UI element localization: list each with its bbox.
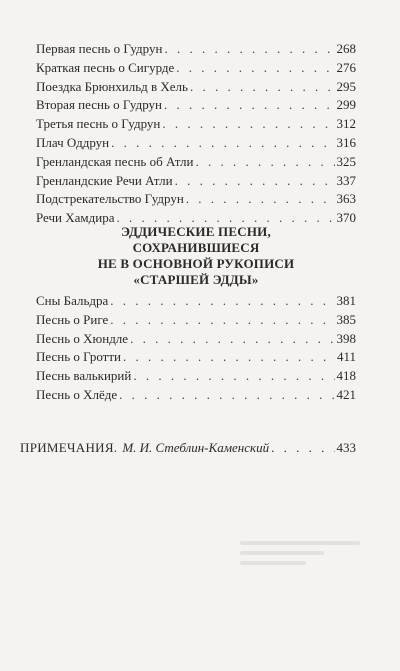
toc-entry: [36, 386, 356, 405]
dot-leader: [175, 172, 335, 191]
toc-entry: [36, 115, 356, 134]
section-heading-line: «СТАРШЕЙ ЭДДЫ»: [133, 272, 259, 287]
toc-entry: [36, 311, 356, 330]
toc-entry: [36, 40, 356, 59]
section-heading-line: СОХРАНИВШИЕСЯ: [132, 240, 260, 255]
dot-leader: [133, 367, 334, 386]
toc-entry-page: 398: [336, 330, 356, 346]
smudge-line: [240, 561, 306, 565]
dot-leader: [162, 115, 334, 134]
notes-label: ПРИМЕЧАНИЯ.: [20, 440, 118, 455]
toc-extra-list: [36, 292, 356, 405]
toc-entry-title: Третья песнь о Гудрун: [36, 116, 161, 132]
dot-leader: [164, 96, 335, 115]
section-heading-line: НЕ В ОСНОВНОЙ РУКОПИСИ: [97, 256, 295, 271]
toc-entry-page: 268: [336, 41, 356, 56]
toc-entry-page: 370: [336, 210, 356, 226]
toc-entry-page: 325: [336, 153, 356, 169]
toc-entry-page: 276: [336, 59, 356, 75]
toc-entry-title: Гренландские Речи Атли: [36, 172, 173, 188]
toc-entry-page: 411: [336, 349, 356, 365]
dot-leader: [130, 330, 334, 349]
toc-entry: [36, 134, 356, 153]
toc-entry-title: Первая песнь о Гудрун: [36, 41, 163, 56]
dot-leader: [123, 348, 335, 367]
toc-entry-page: 295: [336, 78, 356, 94]
toc-entry-title: Краткая песнь о Сигурде: [36, 59, 175, 75]
toc-entry-page: 312: [336, 116, 356, 132]
toc-entry-page: 421: [336, 386, 356, 402]
show-through-smudge: [240, 535, 360, 575]
toc-entry: [36, 367, 356, 386]
toc-entry-title: Речи Хамдира: [36, 210, 115, 226]
toc-entry: [36, 78, 356, 97]
section-heading: [36, 224, 356, 288]
dot-leader: [176, 59, 334, 78]
toc-entry-title: Плач Оддрун: [36, 134, 110, 150]
dot-leader: [196, 153, 335, 172]
toc-entry-title: Песнь о Хлёде: [36, 386, 118, 402]
notes-page: 433: [336, 440, 356, 455]
dot-leader: [111, 134, 334, 153]
toc-entry-title: Песнь о Гротти: [36, 349, 121, 365]
toc-entry-title: Песнь о Хюндле: [36, 330, 129, 346]
toc-entry-title: Поездка Брюнхильд в Хель: [36, 78, 188, 94]
toc-entry-page: 299: [336, 97, 356, 113]
toc-entry-page: 337: [336, 172, 356, 188]
toc-entry-title: Вторая песнь о Гудрун: [36, 97, 162, 113]
dot-leader: [164, 40, 334, 59]
toc-entry: [36, 330, 356, 349]
toc-entry-title: Песнь валькирий: [36, 368, 132, 384]
toc-entry-page: 363: [336, 191, 356, 207]
dot-leader: [119, 386, 334, 405]
dot-leader: [110, 311, 334, 330]
toc-entry-page: 418: [336, 368, 356, 384]
toc-entry: [36, 96, 356, 115]
toc-entry-title: Подстрекательство Гудрун: [36, 191, 184, 207]
toc-entry-title: Сны Бальдра: [36, 293, 109, 308]
toc-entry: [36, 153, 356, 172]
dot-leader: [110, 292, 334, 311]
toc-entry-title: Песнь о Риге: [36, 311, 109, 327]
toc-entry: [36, 190, 356, 209]
smudge-line: [240, 551, 324, 555]
toc-main-list: [36, 40, 356, 228]
toc-entry-page: 385: [336, 311, 356, 327]
toc-entry: [36, 348, 356, 367]
section-heading-line: ЭДДИЧЕСКИЕ ПЕСНИ,: [121, 224, 271, 239]
dot-leader: [190, 78, 335, 97]
dot-leader: [271, 439, 334, 457]
toc-entry: [36, 59, 356, 78]
toc-entry: [36, 292, 356, 311]
notes-author: М. И. Стеблин-Каменский: [122, 440, 270, 455]
notes-entry: [20, 439, 356, 457]
toc-entry-page: 381: [336, 293, 356, 308]
dot-leader: [186, 190, 335, 209]
toc-entry: [36, 172, 356, 191]
toc-entry-title: Гренландская песнь об Атли: [36, 153, 194, 169]
toc-entry-page: 316: [336, 134, 356, 150]
smudge-line: [240, 541, 360, 545]
